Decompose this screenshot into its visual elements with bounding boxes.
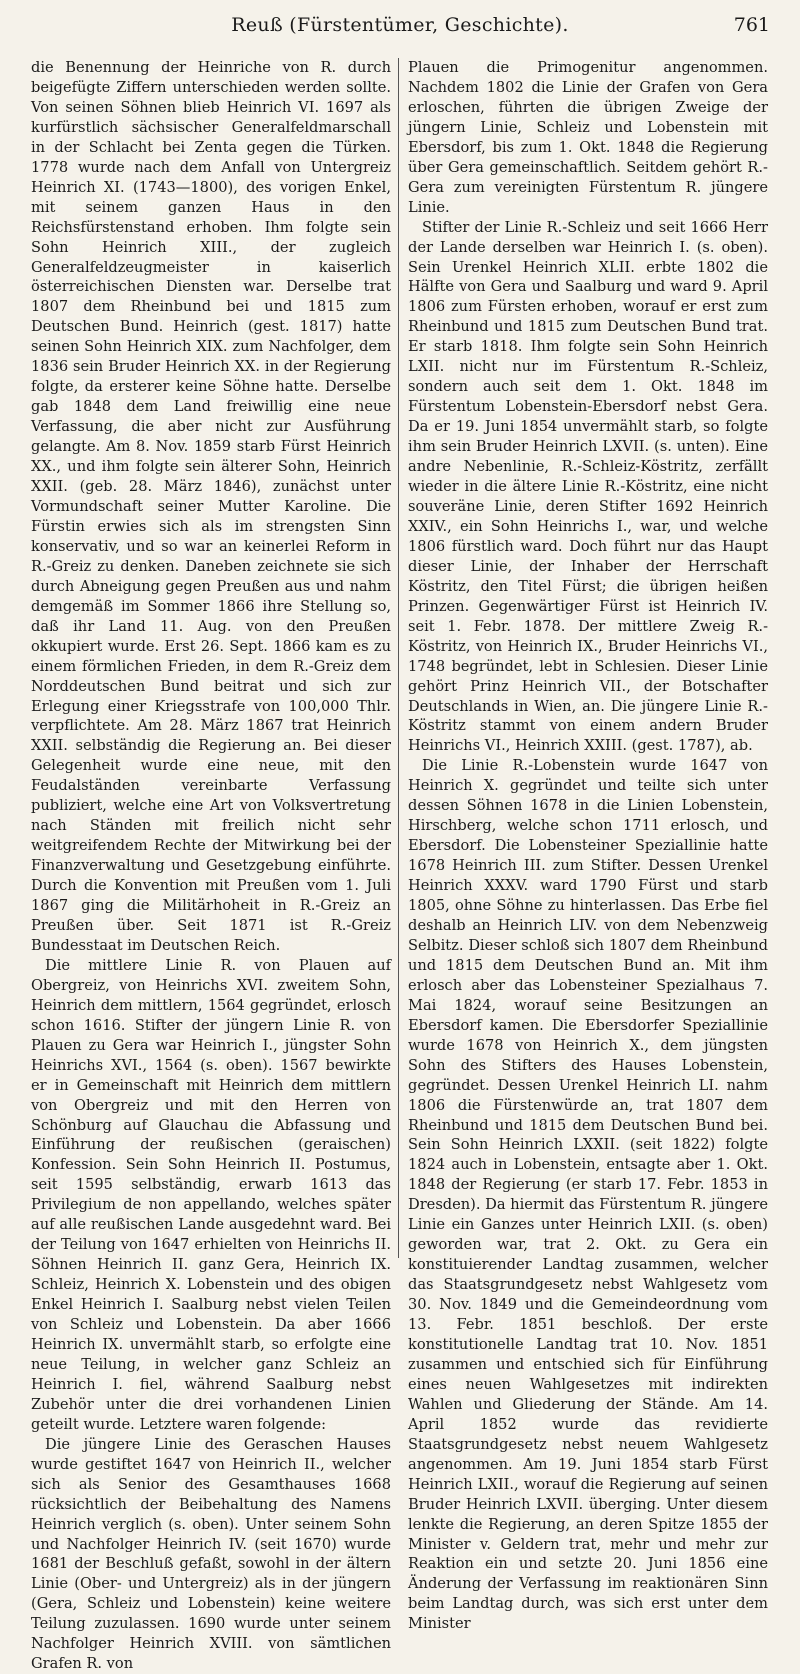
paragraph: die Benennung der Heinriche von R. durch beigefügte Ziffern unterschieden werden sollte. Von seinen Söhnen blieb Heinrich VI. 1697 als kurfürstlich sächsischer Generalfeldmarschall in der Schlacht bei Zenta gegen die Türken. 1778 wurde nach dem Anfall von Untergreiz Heinrich XI. (1743—1800), des vorigen Enkel, mit seinem ganzen Haus in den Reichsfürstenstand erhoben. Ihm folgte sein Sohn Heinrich XIII., der zugleich Generalfeldzeugmeister in kaiserlich österreichischen Diensten war. Derselbe trat 1807 dem Rheinbund bei und 1815 zum Deutschen Bund. Heinrich (gest. 1817) hatte seinen Sohn Heinrich XIX. zum Nachfolger, dem 1836 sein Bruder Heinrich XX. in der Regierung folgte, da ersterer keine Söhne hatte. Derselbe gab 1848 dem Land freiwillig eine neue Verfassung, die aber nicht zur Ausführung gelangte. Am 8. Nov. 1859 starb Fürst Heinrich XX., und ihm folgte sein älterer Sohn, Heinrich XXII. (geb. 28. März 1846), zunächst unter Vormundschaft seiner Mutter Karoline. Die Fürstin erwies sich als im strengsten Sinn konservativ, und so war an keinerlei Reform in R.-Greiz zu denken. Daneben zeichnete sie sich durch Abneigung gegen Preußen aus und nahm demgemäß im Sommer 1866 ihre Stellung so, daß ihr Land 11. Aug. von den Preußen okkupiert wurde. Erst 26. Sept. 1866 kam es zu einem förmlichen Frieden, in dem R.-Greiz dem Norddeutschen Bund beitrat und sich zur Erlegung einer Kriegsstrafe von 100,000 Thlr. verpflichtete. Am 28. März 1867 trat Heinrich XXII. selbständig die Regierung an. Bei dieser Gelegenheit wurde eine neue, mit den Feudalständen vereinbarte Verfassung publiziert, welche eine Art von Volksvertretung nach Ständen mit freilich nicht sehr weitgreifendem Rechte der Mitwirkung bei der Finanzverwaltung und Gesetzgebung einführte. Durch die Konvention mit Preußen vom 1. Juli 1867 ging die Militärhoheit in R.-Greiz an Preußen über. Seit 1871 ist R.-Greiz Bundesstaat im Deutschen Reich.: [31, 59, 391, 954]
page-number: 761: [733, 14, 770, 36]
paragraph: Stifter der Linie R.-Schleiz und seit 1666 Herr der Lande derselben war Heinrich I. (s. oben). Sein Urenkel Heinrich XLII. erbte 1802 die Hälfte von Gera und Saalburg und ward 9. April 1806 zum Fürsten erhoben, worauf er erst zum Rheinbund und 1815 zum Deutschen Bund trat. Er starb 1818. Ihm folgte sein Sohn Heinrich LXII. nicht nur im Fürstentum R.-Schleiz, sondern auch seit dem 1. Okt. 1848 im Fürstentum Lobenstein-Ebersdorf nebst Gera. Da er 19. Juni 1854 unvermählt starb, so folgte ihm sein Bruder Heinrich LXVII. (s. unten). Eine andre Nebenlinie, R.-Schleiz-Köstritz, zerfällt wieder in die ältere Linie R.-Köstritz, eine nicht souveräne Linie, deren Stifter 1692 Heinrich XXIV., ein Sohn Heinrichs I., war, und welche 1806 fürstlich ward. Doch führt nur das Haupt dieser Linie, der Inhaber der Herrschaft Köstritz, den Titel Fürst; die übrigen heißen Prinzen. Gegenwärtiger Fürst ist Heinrich IV. seit 1. Febr. 1878. Der mittlere Zweig R.-Köstritz, von Heinrich IX., Bruder Heinrichs VI., 1748 begründet, lebt in Schlesien. Dieser Linie gehört Prinz Heinrich VII., der Botschafter Deutschlands in Wien, an. Die jüngere Linie R.-Köstritz stammt von einem andern Bruder Heinrichs VI., Heinrich XXIII. (gest. 1787), ab.: [408, 218, 768, 755]
paragraph: Die Linie R.-Lobenstein wurde 1647 von Heinrich X. gegründet und teilte sich unter dessen Söhnen 1678 in die Linien Lobenstein, Hirschberg, welche schon 1711 erlosch, und Ebersdorf. Die Lobensteiner Speziallinie hatte 1678 Heinrich III. zum Stifter. Dessen Urenkel Heinrich XXXV. ward 1790 Fürst und starb 1805, ohne Söhne zu hinterlassen. Das Erbe fiel deshalb an Heinrich LIV. von dem Nebenzweig Selbitz. Dieser schloß sich 1807 dem Rheinbund und 1815 dem Deutschen Bund an. Mit ihm erlosch aber das Lobensteiner Spezialhaus 7. Mai 1824, worauf seine Besitzungen an Ebersdorf kamen. Die Ebersdorfer Speziallinie wurde 1678 von Heinrich X., dem jüngsten Sohn des Stifters des Hauses Lobenstein, gegründet. Dessen Urenkel Heinrich LI. nahm 1806 die Fürstenwürde an, trat 1807 dem Rheinbund und 1815 dem Deutschen Bund bei. Sein Sohn Heinrich LXXII. (seit 1822) folgte 1824 auch in Lobenstein, entsagte aber 1. Okt. 1848 der Regierung (er starb 17. Febr. 1853 in Dresden). Da hiermit das Fürstentum R. jüngere Linie ein Ganzes unter Heinrich LXII. (s. oben) geworden war, trat 2. Okt. zu Gera ein konstituierender Landtag zusammen, welcher das Staatsgrundgesetz nebst Wahlgesetz vom 30. Nov. 1849 und die Gemeindeordnung vom 13. Febr. 1851 beschloß. Der erste konstitutionelle Landtag trat 10. Nov. 1851 zusammen und entschied sich für Einführung eines neuen Wahlgesetzes mit indirekten Wahlen und Gliederung der Stände. Am 14. April 1852 wurde das revidierte Staatsgrundgesetz nebst neuem Wahlgesetz angenommen. Am 19. Juni 1854 starb Fürst Heinrich LXII., worauf die Regierung auf seinen Bruder Heinrich LXVII. überging. Unter diesem lenkte die Regierung, an deren Spitze 1855 der Minister v. Geldern trat, mehr und mehr zur Reaktion ein und setzte 20. Juni 1856 eine Änderung der Verfassung im reaktionären Sinn beim Landtag durch, was sich erst unter dem Minister: [408, 757, 768, 1633]
paragraph: Die mittlere Linie R. von Plauen auf Obergreiz, von Heinrichs XVI. zweitem Sohn, Heinrich dem mittlern, 1564 gegründet, erlosch schon 1616. Stifter der jüngern Linie R. von Plauen zu Gera war Heinrich I., jüngster Sohn Heinrichs XVI., 1564 (s. oben). 1567 bewirkte er in Gemeinschaft mit Heinrich dem mittlern von Obergreiz und mit den Herren von Schönburg auf Glauchau die Abfassung und Einführung der reußischen (geraischen) Konfession. Sein Sohn Heinrich II. Postumus, seit 1595 selbständig, erwarb 1613 das Privilegium de non appellando, welches später auf alle reußischen Lande ausgedehnt ward. Bei der Teilung von 1647 erhielten von Heinrichs II. Söhnen Heinrich II. ganz Gera, Heinrich IX. Schleiz, Heinrich X. Lobenstein und des obigen Enkel Heinrich I. Saalburg nebst vielen Teilen von Schleiz und Lobenstein. Da aber 1666 Heinrich IX. unvermählt starb, so erfolgte eine neue Teilung, in welcher ganz Schleiz an Heinrich I. fiel, während Saalburg nebst Zubehör unter die drei vorhandenen Linien geteilt wurde. Letztere waren folgende:: [31, 956, 391, 1433]
page-header: [30, 14, 770, 44]
running-title: Reuß (Fürstentümer, Geschichte).: [231, 14, 569, 36]
column-divider: [398, 58, 399, 1258]
paragraph: Die jüngere Linie des Geraschen Hauses wurde gestiftet 1647 von Heinrich II., welcher sich als Senior des Gesamthauses 1668 rücksichtlich der Beibehaltung des Namens Heinrich verglich (s. oben). Unter seinem Sohn und Nachfolger Heinrich IV. (seit 1670) wurde 1681 der Beschluß gefaßt, sowohl in der ältern Linie (Ober- und Untergreiz) als in der jüngern (Gera, Schleiz und Lobenstein) keine weitere Teilung zuzulassen. 1690 wurde unter seinem Nachfolger Heinrich XVIII. von sämtlichen Grafen R. von: [31, 1435, 391, 1673]
paragraph: Plauen die Primogenitur angenommen. Nachdem 1802 die Linie der Grafen von Gera erloschen, führten die übrigen Zweige der jüngern Linie, Schleiz und Lobenstein mit Ebersdorf, bis zum 1. Okt. 1848 die Regierung über Gera gemeinschaftlich. Seitdem gehört R.-Gera zum vereinigten Fürstentum R. jüngere Linie.: [408, 59, 768, 216]
left-column: [31, 58, 391, 1674]
right-column: [408, 58, 768, 1634]
